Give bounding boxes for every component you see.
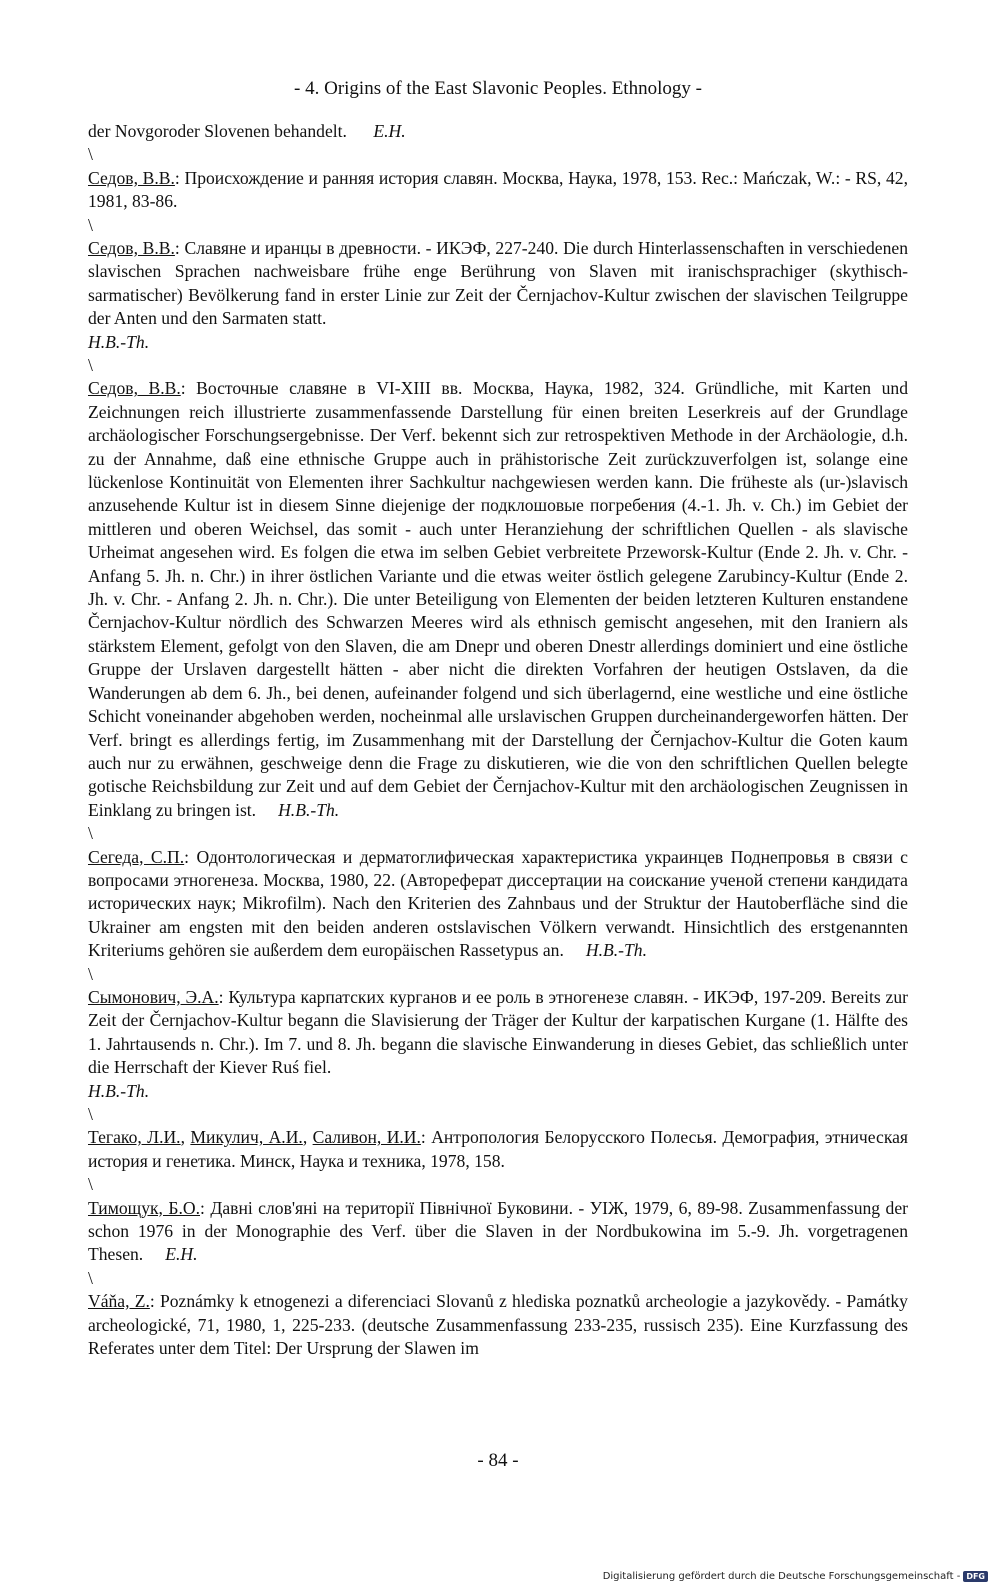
bibliography-entry: Седов, В.В.: Восточные славяне в VI-XIII вв. Москва, Наука, 1982, 324. Gründliche, mit Karten und Zeichnungen reich illustrierte zusammenfassende Darstellung für einen breiten Leserkreis auf der Grundlage archäologischer Forschungsergebnisse. Der Verf. bekennt sich zur retrospektiven Methode in der Archäologie, d.h. zu der Annahme, daß eine ethnische Gruppe auch in prähistorische Zeit zurückzuverfolgen ist, solange eine lückenlose Kontinuität von Elementen ihrer Sachkultur nachgewiesen werden kann. Die früheste als (ur-)slavisch anzusehende Kultur ist in diesem Sinne diejenige der подклошовые погребения (4.-1. Jh. v. Ch.) im Gebiet der mittleren und oberen Weichsel, das somit - auch unter Heranziehung der schriftlichen Quellen - als slavische Urheimat angesehen wird. Es folgen die etwa im selben Gebiet verbreitete Przeworsk-Kultur (Ende 2. Jh. v. Chr. - Anfang 5. Jh. n. Chr.) in ihrer östlichen Variante und die etwas weiter östlich gelegene Zarubincy-Kultur (Ende 2. Jh. v. Chr. - Anfang 2. Jh. n. Chr.). Die unter Beteiligung von Elementen der beiden letzteren Kulturen enstandene Černjachov-Kultur nördlich des Schwarzen Meeres wird als ethnisch gemischt angesehen, mit den Iraniern als stärkstem Element, gefolgt von den Slaven, die am Dnepr und oberen Dnestr allerdings dominiert und eine östliche Gruppe der Urslaven dargestellt hätten - aber nicht die direkten Vorfahren der heutigen Ostslaven, da die Wanderungen ab dem 6. Jh., bei denen, aufeinander folgend und sich überlagernd, eine westliche und eine östliche Schicht voneinander abgehoben werden, nocheinmal alle urslavischen Gruppen durcheinandergeworfen hätten. Der Verf. bringt es allerdings fertig, im Zusammenhang mit der Darstellung der Černjachov-Kultur die Goten kaum auch nur zu erwähnen, geschweige denn die Frage zu diskutieren, wie die von den schriftlichen Quellen belegte gotische Reichsbildung zur Zeit und auf dem Gebiet der Černjachov-Kultur mit den archäologischen Zeugnissen in Einklang zu bringen ist. H.B.-Th. [88,378,908,820]
bibliography-entry: Тегако, Л.И., Микулич, А.И., Саливон, И.И.: Антропология Белорусского Полесья. Демография, этническая история и генетика. Минск, Наука и техника, 1978, 158. [88,1127,908,1171]
reviewer-signature: H.B.-Th. [585,940,647,961]
entry-author: Седов, В.В. [88,378,181,399]
entry-author: Саливон, И.И. [312,1127,421,1148]
entry-text: Давні слов'яні на території Північної Буковини. - УІЖ, 1979, 6, 89-98. Zusammenfassung der schon 1976 in der Monographie des Verf. über die Slaven in der Nordbukowina im 5.-9. Jh. vorgetragenen Thesen. [88,1197,908,1265]
entry-text: Культура карпатских курганов и ее роль в этногенезе славян. - ИКЭФ, 197-209. Bereits zur Zeit der Černjachov-Kultur begann die Slavisierung der Träger der Kultur der karpatischen Kurgane (1. Hälfte des 1. Jahrtausends n. Chr.). Im 7. und 8. Jh. begann die slavische Einwanderung in dieses Gebiet, das schließlich unter die Herrschaft der Kiever Ruś fiel. [88,986,908,1078]
entry-author: Седов, В.В. [88,238,175,258]
entry-text: Восточные славяне в VI-XIII вв. Москва, Наука, 1982, 324. Gründliche, mit Karten und Zeichnungen reich illustrierte zusammenfassende Darstellung für einen breiten Leserkreis auf der Grundlage archäologischer Forschungsergebnisse. Der Verf. bekennt sich zur retrospektiven Methode in der Archäologie, d.h. zu der Annahme, daß eine ethnische Gruppe auch in prähistorische Zeit zurückzuverfolgen ist, solange eine lückenlose Kontinuität von Elementen ihrer Sachkultur nachgewiesen werden kann. Die früheste als (ur-)slavisch anzusehende Kultur ist in diesem Sinne diejenige der подклошовые погребения (4.-1. Jh. v. Ch.) im Gebiet der mittleren und oberen Weichsel, das somit - auch unter Heranziehung der schriftlichen Quellen - als slavische Urheimat angesehen wird. Es folgen die etwa im selben Gebiet verbreitete Przeworsk-Kultur (Ende 2. Jh. v. Chr. - Anfang 5. Jh. n. Chr.) in ihrer östlichen Variante und die etwas weiter östlich gelegene Zarubincy-Kultur (Ende 2. Jh. v. Chr. - Anfang 2. Jh. n. Chr.). Die unter Beteiligung von Elementen der beiden letzteren Kulturen enstandene Černjachov-Kultur nördlich des Schwarzen Meeres wird als ethnisch gemischt angesehen, mit den Iraniern als stärkstem Element, gefolgt von den Slaven, die am Dnepr und oberen Dnestr allerdings dominiert und eine östliche Gruppe der Urslaven dargestellt hätten - aber nicht die direkten Vorfahren der heutigen Ostslaven, da die Wanderungen ab dem 6. Jh., bei denen, aufeinander folgend und sich überlagernd, eine westliche und eine östliche Schicht voneinander abgehoben werden, nocheinmal alle urslavischen Gruppen durcheinandergeworfen hätten. Der Verf. bringt es allerdings fertig, im Zusammenhang mit der Darstellung der Černjachov-Kultur die Goten kaum auch nur zu erwähnen, geschweige denn die Frage zu diskutieren, wie die von den schriftlichen Quellen belegte gotische Reichsbildung zur Zeit und auf dem Gebiet der Černjachov-Kultur mit den archäologischen Zeugnissen in Einklang zu bringen ist. [88,378,908,820]
bibliography-entry: Тимощук, Б.О.: Давні слов'яні на території Північної Буковини. - УІЖ, 1979, 6, 89-98. Zusammenfassung der schon 1976 in der Monographie des Verf. über die Slaven in der Nordbukowina im 5.-9. Jh. vorgetragenen Thesen. E.H. [88,1197,908,1265]
entry-separator: \ [88,214,93,235]
entry-author: Тимощук, Б.О. [88,1197,200,1218]
entry-separator: \ [88,355,93,376]
entry-separator: \ [88,823,93,844]
intro-text: der Novgoroder Slovenen behandelt. [88,121,347,141]
bibliography-entry: Седов, В.В.: Славяне и иранцы в древности. - ИКЭФ, 227-240. Die durch Hinterlassenschaften in verschiedenen slavischen Sprachen nachweisbare frühe enge Berührung von Slaven mit iranischsprachiger (skythisch-sarmatischer) Bevölkerung fand in erster Linie zur Zeit der Černjachov-Kultur zwischen der slavischen Teilgruppe der Anten und den Sarmaten statt. H.B.-Th. [88,237,908,354]
entry-text: Одонтологическая и дерматоглифическая характеристика украинцев Поднепровья в связи с вопросами этногенеза. Москва, 1980, 22. (Автореферат диссертации на соискание ученой степени кандидата исторических наук; Mikrofilm). Nach den Kriterien des Zahnbaus und der Struktur der Hautoberfläche sind die Ukrainer am engsten mit den beiden anderen ostslavischen Völkern verwandt. Hinsichtlich des erstgenannten Kriteriums gehören sie außerdem dem europäischen Rassetypus an. [88,846,908,961]
reviewer-signature: E.H. [165,1244,198,1265]
bibliography-entry: Седов, В.В.: Происхождение и ранняя история славян. Москва, Наука, 1978, 153. Rec.: Mańczak, W.: - RS, 42, 1981, 83-86. [88,167,908,212]
bibliography-entry: Váňa, Z.: Poznámky k etnogenezi a diferenciaci Slovanů z hlediska poznatků archeologie a jazykovědy. - Památky archeologické, 71, 1980, 1, 225-233. (deutsche Zusammenfassung 233-235, russisch 235). Eine Kurzfassung des Referates unter dem Titel: Der Ursprung der Slawen im [88,1291,908,1358]
entry-separator: \ [88,963,93,984]
entry-text: Poznámky k etnogenezi a diferenciaci Slovanů z hlediska poznatků archeologie a jazykovědy. - Památky archeologické, 71, 1980, 1, 225-233. (deutsche Zusammenfassung 233-235, russisch 235). Eine Kurzfassung des Referates unter dem Titel: Der Ursprung der Slawen im [88,1291,908,1358]
entry-author: Тегако, Л.И. [88,1127,181,1148]
entry-author: Седов, В.В. [88,167,175,188]
digitization-footer [603,1571,988,1582]
entry-text: Антропология Белорусского Полесья. Демография, этническая история и генетика. Минск, Наука и техника, 1978, 158. [88,1127,908,1171]
intro-paragraph [88,120,908,143]
running-header: - 4. Origins of the East Slavonic Peoples. Ethnology - [294,78,702,99]
reviewer-signature: H.B.-Th. [88,331,150,352]
entry-author: Микулич, А.И. [190,1127,303,1148]
bibliography-entry: Сымонович, Э.А.: Культура карпатских курганов и ее роль в этногенезе славян. - ИКЭФ, 197-209. Bereits zur Zeit der Černjachov-Kultur begann die Slavisierung der Träger der Kultur der karpatischen Kurgane (1. Hälfte des 1. Jahrtausends n. Chr.). Im 7. und 8. Jh. begann die slavische Einwanderung in dieses Gebiet, das schließlich unter die Herrschaft der Kiever Ruś fiel. H.B.-Th. [88,986,908,1103]
bibliography-body [88,120,908,1360]
entries-list [88,143,908,1360]
entry-author: Сегеда, С.П. [88,846,185,867]
entry-text: Происхождение и ранняя история славян. Москва, Наука, 1978, 153. Rec.: Mańczak, W.: - RS, 42, 1981, 83-86. [88,167,908,212]
page-number: - 84 - [477,1450,519,1471]
entry-separator: \ [88,1174,93,1195]
bibliography-entry: Сегеда, С.П.: Одонтологическая и дерматоглифическая характеристика украинцев Поднепровья в связи с вопросами этногенеза. Москва, 1980, 22. (Автореферат диссертации на соискание ученой степени кандидата исторических наук; Mikrofilm). Nach den Kriterien des Zahnbaus und der Struktur der Hautoberfläche sind die Ukrainer am engsten mit den beiden anderen ostslavischen Völkern verwandt. Hinsichtlich des erstgenannten Kriteriums gehören sie außerdem dem europäischen Rassetypus an. H.B.-Th. [88,846,908,961]
entry-separator: \ [88,1267,93,1288]
footer-text: Digitalisierung gefördert durch die Deutsche Forschungsgemeinschaft - [602,1571,961,1582]
reviewer-signature: H.B.-Th. [88,1080,150,1101]
dfg-logo: DFG [963,1571,988,1582]
intro-signature: E.H. [373,121,406,141]
entry-separator: \ [88,1103,93,1124]
entry-author: Сымонович, Э.А. [88,986,219,1007]
entry-separator: \ [88,144,93,165]
entry-text: Славяне и иранцы в древности. - ИКЭФ, 227-240. Die durch Hinterlassenschaften in verschiedenen slavischen Sprachen nachweisbare frühe enge Berührung von Slaven mit iranischsprachiger (skythisch-sarmatischer) Bevölkerung fand in erster Linie zur Zeit der Černjachov-Kultur zwischen der slavischen Teilgruppe der Anten und den Sarmaten statt. [88,238,908,329]
entry-author: Váňa, Z. [88,1291,150,1312]
reviewer-signature: H.B.-Th. [278,799,340,820]
